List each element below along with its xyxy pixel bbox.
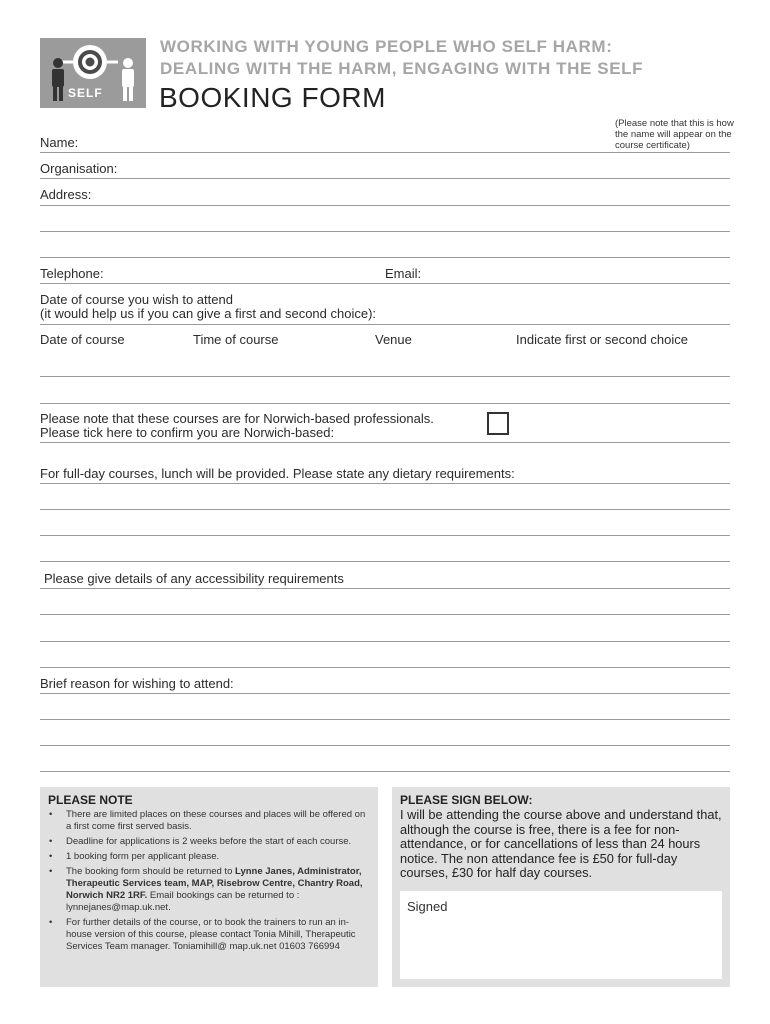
course-date-hint: (it would help us if you can give a first and second choice): xyxy=(40,306,377,321)
note-item-return-address xyxy=(48,866,373,914)
self-logo-text: SELF xyxy=(68,86,103,100)
note-item-deadline: • Deadline for applications is 2 weeks before the start of each course. xyxy=(48,836,373,848)
reason-label: Brief reason for wishing to attend: xyxy=(40,676,234,691)
column-venue: Venue xyxy=(375,332,412,347)
course-date-rule xyxy=(40,324,730,325)
certificate-note: (Please note that this is how the name will appear on the course certificate) xyxy=(615,118,734,151)
organisation-field[interactable] xyxy=(40,178,730,179)
please-note-list xyxy=(48,809,373,956)
dietary-field-line2[interactable] xyxy=(40,509,730,510)
norwich-note: Please note that these courses are for Norwich-based professionals. xyxy=(40,411,434,426)
norwich-rule xyxy=(40,442,730,443)
column-time-of-course: Time of course xyxy=(193,332,279,347)
accessibility-field-line4[interactable] xyxy=(40,667,730,668)
name-field[interactable] xyxy=(40,152,730,153)
course-title-line2: DEALING WITH THE HARM, ENGAGING WITH THE SELF xyxy=(160,59,644,78)
address-field-line3[interactable] xyxy=(40,257,730,258)
return-email: Email bookings can be returned to : lynnejanes@map.uk.net. xyxy=(66,890,300,913)
email-label: Email: xyxy=(385,266,422,281)
address-field-line1[interactable] xyxy=(40,205,730,206)
accessibility-field-line3[interactable] xyxy=(40,641,730,642)
course-date-label: Date of course you wish to attend xyxy=(40,292,233,307)
dietary-label: For full-day courses, lunch will be provided. Please state any dietary requirements: xyxy=(40,466,515,481)
accessibility-label: Please give details of any accessibility requirements xyxy=(44,571,344,586)
please-sign-heading: PLEASE SIGN BELOW: xyxy=(400,793,533,807)
reason-field-line3[interactable] xyxy=(40,745,730,746)
attendance-statement: I will be attending the course above and understand that, although the course is free, there is a fee for non-attendance, or for cancellations of less than 24 hours notice. The non attendance fee is £50 for full-day courses, £30 for half day courses. xyxy=(400,807,722,880)
reason-field-line2[interactable] xyxy=(40,719,730,720)
please-note-panel xyxy=(40,787,378,987)
column-date-of-course: Date of course xyxy=(40,332,125,347)
norwich-confirm-checkbox[interactable] xyxy=(487,412,509,435)
accessibility-field-line1[interactable] xyxy=(40,588,730,589)
note-item-contact: • For further details of the course, or to book the trainers to run an in-house version of this course, please contact Tonia Mihill, Therapeutic Services Team manager. Toniamihill@ map.uk.net 01603 766994 xyxy=(48,917,373,953)
signed-label: Signed xyxy=(407,899,448,914)
please-sign-panel xyxy=(392,787,730,987)
form-title: BOOKING FORM xyxy=(159,82,386,113)
accessibility-field-line2[interactable] xyxy=(40,614,730,615)
telephone-email-field[interactable] xyxy=(40,283,730,284)
norwich-confirm-label: Please tick here to confirm you are Norwich-based: xyxy=(40,425,335,440)
reason-field-line1[interactable] xyxy=(40,693,730,694)
dietary-field-line4[interactable] xyxy=(40,561,730,562)
return-address-intro: The booking form should be returned to xyxy=(66,866,235,877)
column-choice: Indicate first or second choice xyxy=(516,332,688,347)
course-choice-row1[interactable] xyxy=(40,376,730,377)
course-title-line1: WORKING WITH YOUNG PEOPLE WHO SELF HARM: xyxy=(160,37,613,56)
dietary-field-line3[interactable] xyxy=(40,535,730,536)
dietary-field-line1[interactable] xyxy=(40,483,730,484)
note-item-places: • There are limited places on these courses and places will be offered on a first come first served basis. xyxy=(48,809,373,833)
course-choice-row2[interactable] xyxy=(40,403,730,404)
name-label: Name: xyxy=(40,135,79,150)
address-field-line2[interactable] xyxy=(40,231,730,232)
reason-field-line4[interactable] xyxy=(40,771,730,772)
return-address: Lynne Janes, Administrator, Therapeutic Services team, MAP, Risebrow Centre, Chantry Road, Norwich NR2 1RF. xyxy=(66,866,363,901)
address-label: Address: xyxy=(40,187,92,202)
signature-box[interactable] xyxy=(400,891,722,979)
organisation-label: Organisation: xyxy=(40,161,118,176)
telephone-label: Telephone: xyxy=(40,266,104,281)
note-item-one-per-applicant: • 1 booking form per applicant please. xyxy=(48,851,373,863)
please-note-heading: PLEASE NOTE xyxy=(48,793,133,807)
